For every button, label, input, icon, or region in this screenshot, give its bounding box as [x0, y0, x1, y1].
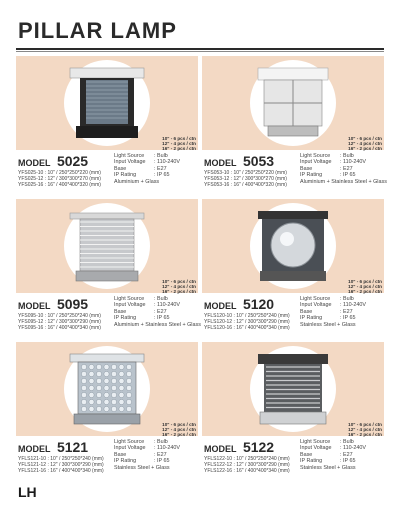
product-panel: [16, 56, 198, 150]
spec-list: [300, 296, 366, 328]
spec-key: Input Voltage: [300, 302, 332, 309]
page-title: PILLAR LAMP: [18, 18, 177, 43]
spec-value: : E27: [154, 165, 167, 172]
carton-quantity: 12" - 4 pcs / ctn: [348, 427, 382, 433]
spec-row: [114, 322, 201, 328]
carton-quantity: 12" - 4 pcs / ctn: [162, 427, 196, 433]
product-panel: [202, 56, 384, 150]
spec-key: Light Source: [114, 153, 145, 159]
spec-key: Stainless Steel + Glass: [300, 321, 356, 328]
spec-value: : Bulb: [154, 153, 168, 159]
spec-value: : Bulb: [154, 439, 168, 445]
model-heading: [18, 153, 88, 171]
size-code: YFLS120-16 : 16" / 400*400*340 (mm): [204, 325, 290, 331]
spec-value: : E27: [154, 308, 167, 315]
spec-value: : Bulb: [340, 153, 354, 159]
spec-value: : IP 65: [154, 172, 170, 179]
size-codes: [18, 313, 101, 331]
carton-quantity: 10" - 6 pcs / ctn: [162, 136, 196, 141]
product-card: [202, 342, 384, 489]
spec-key: Input Voltage: [114, 302, 146, 309]
spec-key: IP Rating: [300, 172, 323, 179]
spec-key: IP Rating: [300, 458, 323, 465]
spec-key: Light Source: [114, 296, 145, 302]
size-codes: [18, 456, 104, 474]
spec-key: Base: [300, 308, 313, 315]
title-rule-thin: [16, 51, 384, 52]
model-number: 5120: [242, 296, 275, 312]
spec-row: [114, 179, 180, 185]
carton-quantity: 12" - 4 pcs / ctn: [348, 141, 382, 147]
model-heading: [18, 296, 88, 314]
spec-key: Base: [114, 451, 127, 458]
model-number: 5095: [56, 296, 89, 312]
spec-list: [300, 439, 366, 471]
spec-key: Aluminium + Glass: [114, 178, 160, 185]
size-code: YFLS121-12 : 12" / 300*300*290 (mm): [18, 462, 104, 468]
model-heading: [204, 439, 274, 457]
model-number: 5025: [56, 153, 89, 169]
spec-list: [114, 153, 180, 185]
carton-quantity: 10" - 6 pcs / ctn: [348, 136, 382, 141]
carton-quantity: 16" - 2 pcs / ctn: [162, 289, 196, 295]
spec-value: : 110-240V: [340, 445, 366, 452]
carton-quantities: [348, 422, 382, 438]
model-number: 5121: [56, 439, 89, 455]
carton-quantity: 10" - 6 pcs / ctn: [348, 279, 382, 284]
model-number: 5053: [242, 153, 275, 169]
spec-value: : E27: [340, 451, 353, 458]
model-label: MODEL: [204, 158, 237, 168]
size-codes: [204, 170, 287, 188]
carton-quantity: 10" - 6 pcs / ctn: [348, 422, 382, 427]
lamp-image: [66, 350, 148, 430]
spec-key: Input Voltage: [300, 159, 332, 166]
carton-quantity: 12" - 4 pcs / ctn: [348, 284, 382, 290]
size-code: YFLS122-10 : 10" / 250*250*240 (mm): [204, 456, 290, 462]
spec-list: [300, 153, 387, 185]
product-panel: [202, 342, 384, 436]
carton-quantity: 16" - 2 pcs / ctn: [348, 432, 382, 438]
spec-row: [114, 465, 180, 471]
brand-logo: LH: [18, 484, 37, 500]
carton-quantities: [348, 136, 382, 152]
carton-quantity: 10" - 6 pcs / ctn: [162, 422, 196, 427]
size-code: YFLS121-10 : 10" / 250*250*240 (mm): [18, 456, 104, 462]
spec-key: Base: [300, 165, 313, 172]
spec-value: : IP 65: [340, 458, 356, 465]
model-heading: [204, 296, 274, 314]
spec-row: [300, 322, 366, 328]
spec-key: Aluminium + Stainless Steel + Glass: [114, 321, 201, 328]
size-code: YFS053-10 : 10" / 250*250*220 (mm): [204, 170, 287, 176]
product-card: [16, 342, 198, 489]
model-number: 5122: [242, 439, 275, 455]
lamp-image: [66, 64, 148, 144]
model-label: MODEL: [204, 301, 237, 311]
spec-value: : IP 65: [340, 172, 356, 179]
spec-value: : Bulb: [154, 296, 168, 302]
spec-key: Light Source: [114, 439, 145, 445]
carton-quantities: [162, 422, 196, 438]
spec-key: IP Rating: [114, 172, 137, 179]
spec-value: : 110-240V: [154, 302, 180, 309]
spec-value: : IP 65: [154, 458, 170, 465]
spec-key: Stainless Steel + Glass: [300, 464, 356, 471]
size-code: YFLS121-16 : 16" / 400*400*340 (mm): [18, 468, 104, 474]
spec-row: [300, 179, 387, 185]
spec-key: Input Voltage: [300, 445, 332, 452]
spec-list: [114, 439, 180, 471]
spec-value: : 110-240V: [154, 445, 180, 452]
spec-key: Input Voltage: [114, 159, 146, 166]
spec-value: : Bulb: [340, 296, 354, 302]
size-codes: [18, 170, 101, 188]
spec-value: : E27: [340, 308, 353, 315]
carton-quantity: 16" - 2 pcs / ctn: [348, 146, 382, 152]
size-code: YFS053-12 : 12" / 300*300*270 (mm): [204, 176, 287, 182]
spec-key: Aluminium + Stainless Steel + Glass: [300, 178, 387, 185]
carton-quantity: 16" - 2 pcs / ctn: [348, 289, 382, 295]
spec-value: : Bulb: [340, 439, 354, 445]
spec-list: [114, 296, 201, 328]
size-code: YFS025-16 : 16" / 400*400*320 (mm): [18, 182, 101, 188]
size-code: YFS095-12 : 12" / 300*300*290 (mm): [18, 319, 101, 325]
spec-key: Light Source: [300, 153, 331, 159]
size-code: YFLS122-12 : 12" / 300*300*290 (mm): [204, 462, 290, 468]
carton-quantity: 10" - 6 pcs / ctn: [162, 279, 196, 284]
model-label: MODEL: [18, 444, 51, 454]
spec-value: : IP 65: [154, 315, 170, 322]
spec-key: IP Rating: [114, 458, 137, 465]
spec-value: : 110-240V: [154, 159, 180, 166]
spec-key: Light Source: [300, 296, 331, 302]
size-codes: [204, 313, 290, 331]
size-code: YFS025-10 : 10" / 250*250*220 (mm): [18, 170, 101, 176]
product-card: [16, 199, 201, 346]
lamp-image: [252, 64, 334, 144]
spec-row: [300, 465, 366, 471]
spec-key: IP Rating: [114, 315, 137, 322]
spec-value: : E27: [154, 451, 167, 458]
model-label: MODEL: [18, 158, 51, 168]
spec-value: : E27: [340, 165, 353, 172]
product-card: [16, 56, 198, 203]
title-rule: [16, 48, 384, 50]
size-code: YFLS120-10 : 10" / 250*250*240 (mm): [204, 313, 290, 319]
spec-value: : 110-240V: [340, 159, 366, 166]
spec-key: Stainless Steel + Glass: [114, 464, 170, 471]
spec-key: Base: [300, 451, 313, 458]
spec-value: : 110-240V: [340, 302, 366, 309]
carton-quantity: 12" - 4 pcs / ctn: [162, 141, 196, 147]
product-card: [202, 199, 384, 346]
spec-value: : IP 65: [340, 315, 356, 322]
size-code: YFS053-16 : 16" / 400*400*320 (mm): [204, 182, 287, 188]
size-code: YFS095-10 : 10" / 250*250*240 (mm): [18, 313, 101, 319]
spec-key: Base: [114, 308, 127, 315]
size-code: YFLS122-16 : 16" / 400*400*340 (mm): [204, 468, 290, 474]
carton-quantity: 16" - 2 pcs / ctn: [162, 432, 196, 438]
product-panel: [202, 199, 384, 293]
carton-quantities: [162, 136, 196, 152]
carton-quantities: [162, 279, 196, 295]
product-card: [202, 56, 387, 203]
product-panel: [16, 342, 198, 436]
lamp-image: [66, 207, 148, 287]
size-codes: [204, 456, 290, 474]
spec-key: Input Voltage: [114, 445, 146, 452]
size-code: YFLS120-12 : 12" / 300*300*290 (mm): [204, 319, 290, 325]
size-code: YFS095-16 : 16" / 400*400*340 (mm): [18, 325, 101, 331]
spec-key: Light Source: [300, 439, 331, 445]
model-heading: [18, 439, 88, 457]
carton-quantity: 16" - 2 pcs / ctn: [162, 146, 196, 152]
carton-quantity: 12" - 4 pcs / ctn: [162, 284, 196, 290]
product-panel: [16, 199, 198, 293]
lamp-image: [252, 207, 334, 287]
carton-quantities: [348, 279, 382, 295]
model-heading: [204, 153, 274, 171]
model-label: MODEL: [18, 301, 51, 311]
spec-key: IP Rating: [300, 315, 323, 322]
size-code: YFS025-12 : 12" / 300*300*270 (mm): [18, 176, 101, 182]
model-label: MODEL: [204, 444, 237, 454]
lamp-image: [252, 350, 334, 430]
spec-key: Base: [114, 165, 127, 172]
